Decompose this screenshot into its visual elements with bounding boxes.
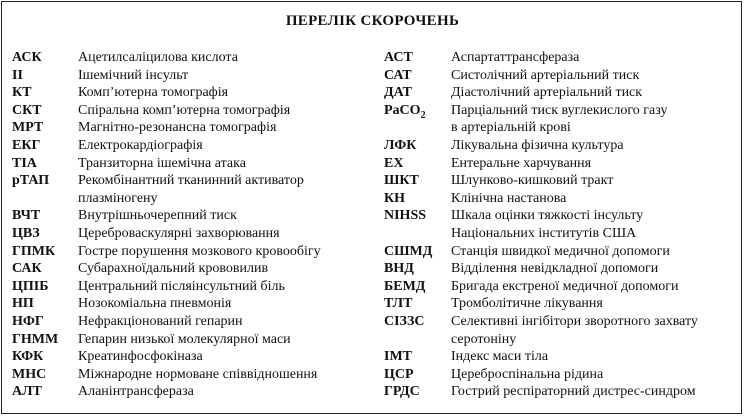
definition: Спіральна комп’ютерна томографія: [78, 102, 291, 118]
abbreviation-row: [384, 207, 736, 242]
definition: Нефракціонований гепарин: [78, 313, 243, 329]
abbreviation: ШКТ: [384, 173, 419, 189]
definition: Магнітно-резонансна томографія: [78, 120, 277, 136]
abbreviation: ЕКГ: [12, 137, 41, 153]
abbreviation: НФГ: [12, 313, 44, 329]
abbreviation: ГРДС: [384, 384, 420, 400]
abbreviation: НП: [12, 296, 34, 312]
abbreviation: СШМД: [384, 243, 433, 259]
abbreviation-row: [384, 313, 736, 348]
abbreviation: АСК: [12, 50, 42, 65]
definition: Цереброспінальна рідина: [451, 366, 604, 382]
abbreviation: ДАТ: [384, 85, 412, 101]
definition: Гостре порушення мозкового кровообігу: [78, 243, 321, 259]
definition: Індекс маси тіла: [451, 349, 549, 365]
abbreviation: САК: [12, 261, 42, 277]
abbreviation: БЕМД: [384, 278, 426, 294]
definition: Шлунково-кишковий тракт: [451, 173, 614, 189]
abbreviation-row: [12, 383, 374, 401]
abbreviation: КН: [384, 190, 406, 206]
definition: Тромболітичне лікування: [451, 296, 603, 312]
abbreviation-row: [384, 190, 736, 208]
abbreviation-row: [384, 84, 736, 102]
abbreviation-row: [12, 366, 374, 384]
definition: Електрокардіографія: [78, 137, 203, 153]
abbreviation: ЛФК: [384, 137, 417, 153]
abbreviation: МРТ: [12, 120, 44, 136]
definition: Лікувальна фізична культура: [451, 137, 624, 153]
definition: Гострий респіраторний дистрес-синдром: [451, 384, 696, 400]
abbreviation-row: [384, 260, 736, 278]
abbreviation-row: [12, 84, 374, 102]
definition: Рекомбінантний тканинний активатор плазміногену: [78, 173, 304, 206]
abbreviation: [384, 102, 451, 124]
definition: Систолічний артеріальний тиск: [451, 67, 640, 83]
abbreviation-row: [12, 49, 374, 67]
abbreviations-left-column: [12, 49, 374, 401]
abbreviation-row: [384, 155, 736, 173]
abbreviation: NIHSS: [384, 208, 427, 224]
abbreviation: ІІ: [12, 67, 23, 83]
abbreviation-row: [12, 119, 374, 137]
abbreviation: ЦПІБ: [12, 278, 49, 294]
abbreviation-subscript: 2: [420, 109, 426, 121]
definition: Бригада екстреної медичної допомоги: [451, 278, 679, 294]
abbreviation: КФК: [12, 349, 44, 365]
abbreviation-row: [12, 348, 374, 366]
definition: Шкала оцінки тяжкості інсульту Національних інститутів США: [451, 208, 644, 241]
abbreviation: ВНД: [384, 261, 414, 277]
abbreviation: КТ: [12, 85, 32, 101]
abbreviation-row: [384, 278, 736, 296]
definition: Клінічна настанова: [451, 190, 567, 206]
abbreviation-row: [384, 102, 736, 137]
abbreviation: МНС: [12, 366, 47, 382]
abbreviation-row: [12, 67, 374, 85]
abbreviation-row: [12, 172, 374, 207]
abbreviation: ВЧТ: [12, 208, 41, 224]
abbreviation-row: [384, 67, 736, 85]
abbreviation-row: [384, 348, 736, 366]
abbreviation: АСТ: [384, 50, 413, 65]
abbreviation: АЛТ: [12, 384, 42, 400]
abbreviation: СКТ: [12, 102, 42, 118]
abbreviation-row: [12, 155, 374, 173]
definition: Гепарин низької молекулярної маси: [78, 331, 291, 347]
definition: Парціальний тиск вуглекислого газу в артеріальній крові: [451, 102, 668, 136]
abbreviation: ГНММ: [12, 331, 59, 347]
definition: Центральний післяінсультний біль: [78, 278, 285, 294]
abbreviation-row: [384, 366, 736, 384]
abbreviation-row: [12, 243, 374, 261]
definition: Ішемічний інсульт: [78, 67, 189, 83]
abbreviation: САТ: [384, 67, 412, 83]
definition: Комп’ютерна томографія: [78, 85, 229, 101]
abbreviation-row: [12, 225, 374, 243]
definition: Ацетилсаліцилова кислота: [78, 50, 238, 65]
abbreviation-row: [384, 137, 736, 155]
abbreviation-row: [12, 207, 374, 225]
abbreviation-row: [12, 102, 374, 120]
abbreviation-row: [12, 137, 374, 155]
page-title: ПЕРЕЛІК СКОРОЧЕНЬ: [285, 13, 460, 29]
abbreviation-base: PaCO: [384, 102, 421, 118]
definition: Міжнародне нормоване співвідношення: [78, 366, 318, 382]
abbreviation-row: [12, 260, 374, 278]
abbreviation-row: [12, 278, 374, 296]
abbreviation-row: [384, 243, 736, 261]
abbreviation: СІЗЗС: [384, 313, 425, 329]
abbreviation: ГПМК: [12, 243, 56, 259]
definition: Субарахноїдальний крововилив: [78, 261, 269, 277]
abbreviation: ТІА: [12, 155, 37, 171]
abbreviation-row: [12, 331, 374, 349]
abbreviation: ЦСР: [384, 366, 414, 382]
definition: Ентеральне харчування: [451, 155, 592, 171]
abbreviation: ЕХ: [384, 155, 404, 171]
abbreviation-row: [384, 172, 736, 190]
abbreviation-row: [384, 383, 736, 401]
abbreviation-row: [12, 313, 374, 331]
abbreviation-row: [12, 295, 374, 313]
definition: Аспартаттрансфераза: [451, 50, 580, 65]
abbreviation: рТАП: [12, 173, 50, 189]
abbreviations-right-column: [384, 49, 736, 401]
definition: Нозокоміальна пневмонія: [78, 296, 232, 312]
definition: Креатинфосфокіназа: [78, 349, 203, 365]
abbreviation-row: [384, 49, 736, 67]
definition: Діастолічний артеріальний тиск: [451, 85, 643, 101]
definition: Цереброваскулярні захворювання: [78, 225, 280, 241]
abbreviation: ЦВЗ: [12, 225, 40, 241]
definition: Селективні інгібітори зворотного захвату серотоніну: [451, 313, 698, 347]
definition: Транзиторна ішемічна атака: [78, 155, 246, 171]
abbreviation: ТЛТ: [384, 296, 413, 312]
definition: Станція швидкої медичної допомоги: [451, 243, 670, 259]
definition: Відділення невідкладної допомоги: [451, 261, 659, 277]
definition: Внутрішньочерепний тиск: [78, 208, 237, 224]
abbreviation: ІМТ: [384, 349, 412, 365]
definition: Аланінтрансфераза: [78, 384, 194, 400]
abbreviation-row: [384, 295, 736, 313]
